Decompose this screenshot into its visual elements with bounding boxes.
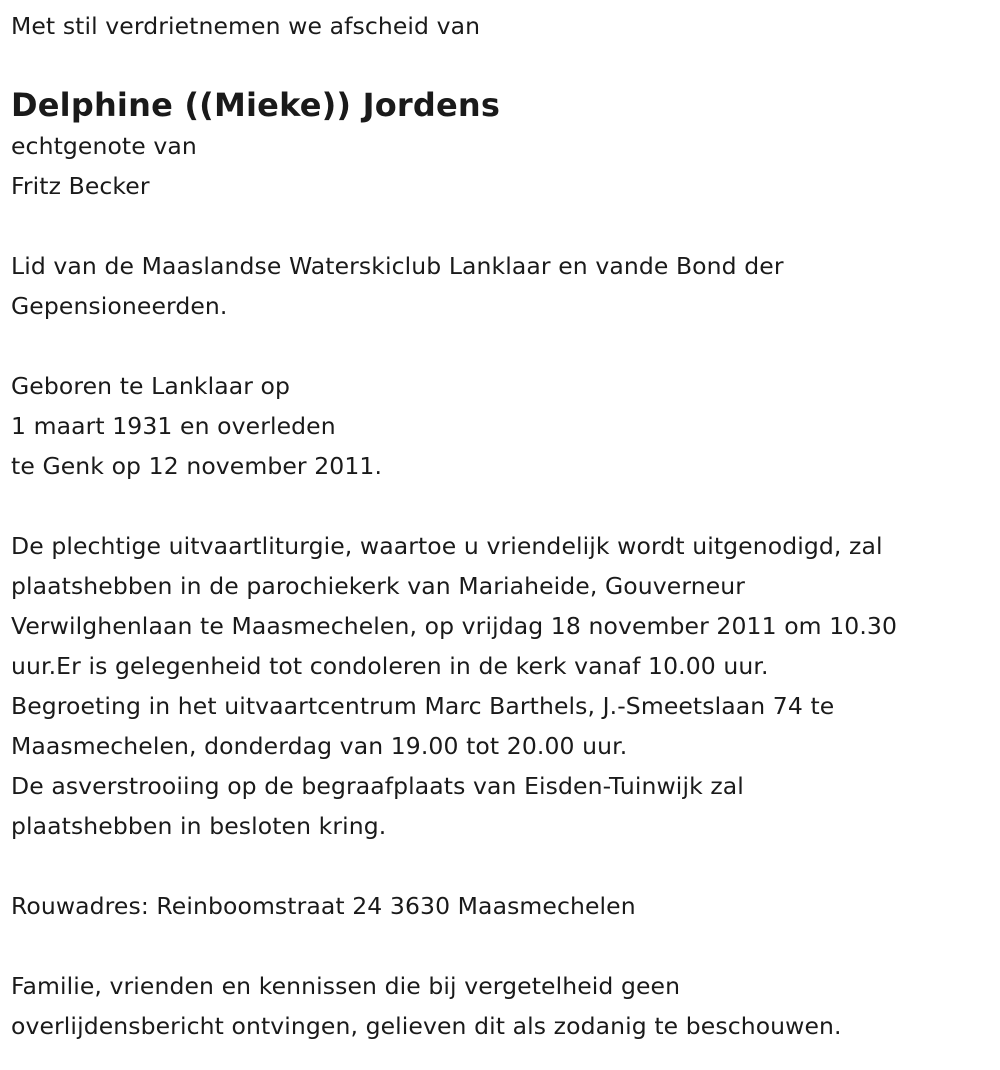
funeral-line: De asverstrooiing op de begraafplaats van Eisden-Tuinwijk zal xyxy=(11,772,744,800)
funeral-line: plaatshebben in besloten kring. xyxy=(11,812,387,840)
birth-death-line: 1 maart 1931 en overleden xyxy=(11,412,336,440)
spouse-name: Fritz Becker xyxy=(11,172,150,200)
funeral-line: plaatshebben in de parochiekerk van Mariaheide, Gouverneur xyxy=(11,572,746,600)
spacer xyxy=(11,486,990,526)
intro-text: Met stil verdrietnemen we afscheid van xyxy=(11,12,481,40)
funeral-line: Verwilghenlaan te Maasmechelen, op vrijdag 18 november 2011 om 10.30 xyxy=(11,612,898,640)
mourning-address: Rouwadres: Reinboomstraat 24 3630 Maasmechelen xyxy=(11,892,636,920)
funeral-line: Begroeting in het uitvaartcentrum Marc Barthels, J.-Smeetslaan 74 te xyxy=(11,692,835,720)
funeral-line: De plechtige uitvaartliturgie, waartoe u vriendelijk wordt uitgenodigd, zal xyxy=(11,532,883,560)
membership-line: Lid van de Maaslandse Waterskiclub Lanklaar en vande Bond der xyxy=(11,252,784,280)
spacer xyxy=(11,326,990,366)
funeral-line: Maasmechelen, donderdag van 19.00 tot 20.00 uur. xyxy=(11,732,628,760)
membership-paragraph xyxy=(11,246,990,326)
membership-line: Gepensioneerden. xyxy=(11,292,228,320)
spacer xyxy=(11,846,990,886)
birth-death-paragraph xyxy=(11,366,990,486)
spacer xyxy=(11,206,990,246)
spouse-label: echtgenote van xyxy=(11,132,197,160)
birth-death-line: Geboren te Lanklaar op xyxy=(11,372,291,400)
funeral-paragraph xyxy=(11,526,990,846)
closing-line: Familie, vrienden en kennissen die bij vergetelheid geen xyxy=(11,972,681,1000)
closing-paragraph xyxy=(11,966,990,1046)
spacer xyxy=(11,926,990,966)
deceased-name: Delphine ((Mieke)) Jordens xyxy=(11,86,501,124)
funeral-line: uur.Er is gelegenheid tot condoleren in de kerk vanaf 10.00 uur. xyxy=(11,652,769,680)
birth-death-line: te Genk op 12 november 2011. xyxy=(11,452,383,480)
closing-line: overlijdensbericht ontvingen, gelieven dit als zodanig te beschouwen. xyxy=(11,1012,842,1040)
